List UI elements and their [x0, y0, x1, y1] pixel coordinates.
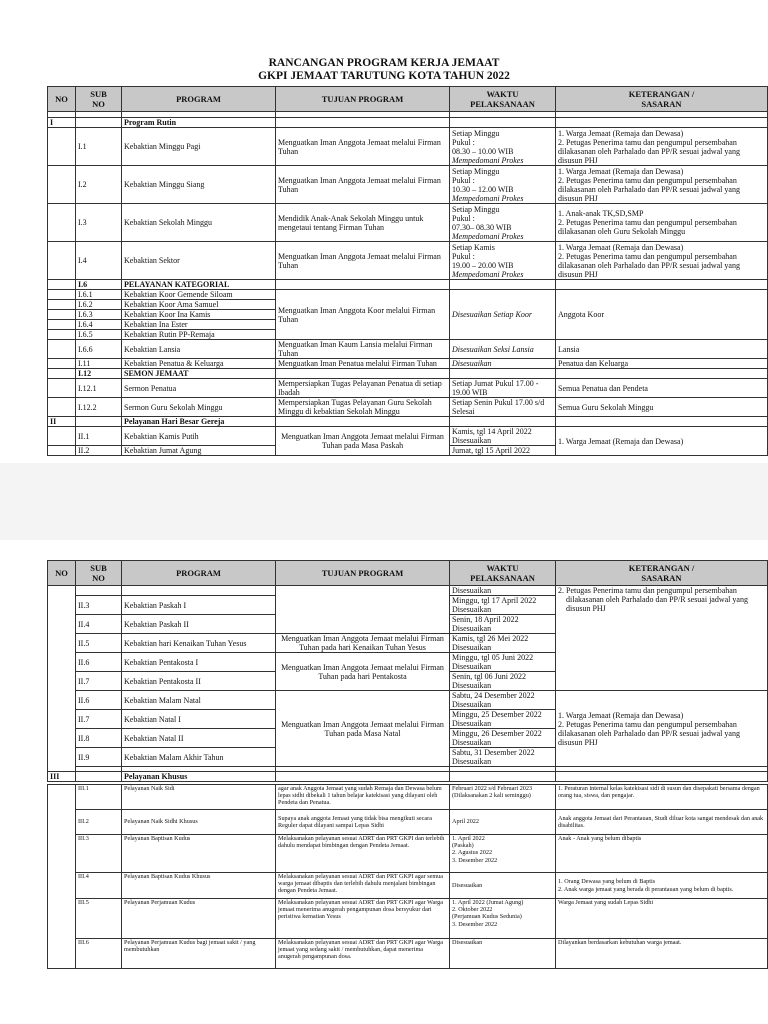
tujuan-text: Menguatkan Iman Anggota Jemaat melalui Firman Tuhan pada Masa Paskah	[276, 427, 450, 456]
tujuan-text: Menguatkan Iman Anggota Jemaat melalui Firman Tuhan pada hari Pentakosta	[276, 653, 450, 691]
waktu-text: 1. April 2022 (Jumat Agung) 2. Oktober 2022 (Perjamuan Kudus Sedunia) 3. Desember 2022	[450, 899, 556, 939]
program-name: Sermon Guru Sekolah Minggu	[122, 398, 276, 417]
header-no: NO	[48, 87, 76, 112]
program-name: Kebaktian Natal I	[122, 710, 276, 729]
header-tujuan: TUJUAN PROGRAM	[276, 87, 450, 112]
tujuan-text: Mempersiapkan Tugas Pelayanan Guru Sekolah Minggu di kebaktian Sekolah Minggu	[276, 398, 450, 417]
tujuan-text: Melaksanakan pelayanan sesuai ADRT dan PRT GKPI agar Warga jemaat menerima anugerah pengampunan dosa bersyukur dari peristiwa kematian Yesus	[276, 899, 450, 939]
waktu-text: Disesuaikan Seksi Lansia	[450, 340, 556, 359]
sub-no: I.6.5	[76, 330, 122, 340]
waktu-text: Kamis, tgl 14 April 2022 Disesuaikan	[450, 427, 556, 446]
section-no: III	[48, 772, 76, 782]
program-name: Kebaktian Malam Akhir Tahun	[122, 748, 276, 767]
tujuan-text: Melaksanakan pelayanan sesuai ADRT dan PRT GKPI dan terlebih dahulu mendapat bimbingan dengan Pendeta Jemaat.	[276, 835, 450, 873]
sub-no: I.2	[76, 166, 122, 204]
section-no: II	[48, 417, 76, 427]
table-row	[48, 166, 768, 204]
sub-no: I.6.2	[76, 300, 122, 310]
program-name: Pelayanan Perjamuan Kudus bagi jemaat sakit / yang membutuhkan	[122, 939, 276, 969]
tujuan-text: Supaya anak anggota Jemaat yang tidak bisa mengikuti secara Reguler dapat dilayani sampai Lepas Sidhi	[276, 810, 450, 835]
sub-no: I.12	[76, 369, 122, 379]
keterangan-text: 1. Orang Dewasa yang belum di Baptis 2. Anak warga jemaat yang berada di perantauan yang belum di baptis.	[556, 873, 768, 899]
sub-no: III.2	[76, 810, 122, 835]
title-line-1: RANCANGAN PROGRAM KERJA JEMAAT	[268, 57, 500, 69]
sub-no: I.6.6	[76, 340, 122, 359]
sub-no: II.4	[76, 615, 122, 634]
program-name: Kebaktian hari Kenaikan Tuhan Yesus	[122, 634, 276, 653]
waktu-text: Minggu, tgl 17 April 2022 Disesuaikan	[450, 596, 556, 615]
keterangan-text: 1. Warga Jemaat (Remaja dan Dewasa) 2. Petugas Penerima tamu dan pengumpul persembahan dilakasanan oleh Parhalado dan PP/R sesuai jadwal yang disusun PHJ	[556, 166, 768, 204]
waktu-text: Disesuaikan	[450, 359, 556, 369]
waktu-text: Minggu, 26 Desember 2022 Disesuaikan	[450, 729, 556, 748]
document-page-2	[0, 540, 768, 1024]
keterangan-text: 1. Warga Jemaat (Remaja dan Dewasa) 2. Petugas Penerima tamu dan pengumpul persembahan dilakasanan oleh Parhalado dan PP/R sesuai jadwal yang disusun PHJ	[556, 242, 768, 280]
waktu-text: Kamis, tgl 26 Mei 2022 Disesuaikan	[450, 634, 556, 653]
keterangan-text: Warga Jemaat yang sudah Lepas Sidhi	[556, 899, 768, 939]
keterangan-text: 1. Anak-anak TK,SD,SMP 2. Petugas Penerima tamu dan pengumpul persembahan dilakasanan oleh Guru Sekolah Minggu	[556, 204, 768, 242]
keterangan-text: Semua Penatua dan Pendeta	[556, 379, 768, 398]
table-row	[48, 810, 768, 835]
header-program: PROGRAM	[122, 87, 276, 112]
program-name: Pelayanan Naik Sidi	[122, 785, 276, 810]
table-row	[48, 359, 768, 369]
program-name: Kebaktian Lansia	[122, 340, 276, 359]
subsection-label: SEMON JEMAAT	[122, 369, 276, 379]
waktu-cell: Setiap Minggu Pukul : 10.30 – 12.00 WIB Mempedomani Prokes	[450, 166, 556, 204]
keterangan-text: 1. Peraturan internal kelas katekisasi sidi di susun dan disepakati bersama dengan orang tua, siswa, dan pengajar.	[556, 785, 768, 810]
header-keterangan: KETERANGAN / SASARAN	[556, 561, 768, 586]
program-name: Kebaktian Minggu Siang	[122, 166, 276, 204]
subsection-row	[48, 280, 768, 290]
keterangan-text: Lansia	[556, 340, 768, 359]
table-row	[48, 691, 768, 710]
sub-no: I.4	[76, 242, 122, 280]
sub-no: I.6	[76, 280, 122, 290]
table-row	[48, 873, 768, 899]
sub-no: I.3	[76, 204, 122, 242]
sub-no: III.1	[76, 785, 122, 810]
sub-no: II.3	[76, 596, 122, 615]
header-sub-no: SUB NO	[76, 561, 122, 586]
section-row	[48, 118, 768, 128]
keterangan-text: Anak - Anak yang belum dibaptis	[556, 835, 768, 873]
waktu-text: Minggu, tgl 05 Juni 2022 Disesuaikan	[450, 653, 556, 672]
table-header-row	[48, 87, 768, 112]
sub-no: II.7	[76, 710, 122, 729]
sub-no: III.5	[76, 899, 122, 939]
waktu-text: Senin, tgl 06 Juni 2022 Disesuaikan	[450, 672, 556, 691]
header-no: NO	[48, 561, 76, 586]
tujuan-text: Menguatkan Iman Kaum Lansia melalui Firman Tuhan	[276, 340, 450, 359]
tujuan-text: Melaksanakan pelayanan sesuai ADRT dan PRT GKPI agar semua warga jemaat dibaptis dan terlebih dahulu menjalani bimbingan dengan Pendeta Jemaat.	[276, 873, 450, 899]
section-label: Program Rutin	[122, 118, 276, 128]
table-row	[48, 290, 768, 300]
table-row	[48, 939, 768, 969]
program-name: Sermon Penatua	[122, 379, 276, 398]
table-row	[48, 427, 768, 446]
section-row	[48, 417, 768, 427]
waktu-text: Jumat, tgl 15 April 2022	[450, 446, 556, 456]
tujuan-text: Menguatkan Iman Penatua melalui Firman Tuhan	[276, 359, 450, 369]
waktu-cell: Setiap Minggu Pukul : 08.30 – 10.00 WIB Mempedomani Prokes	[450, 128, 556, 166]
table-row	[48, 586, 768, 596]
sub-no: I.1	[76, 128, 122, 166]
program-name: Kebaktian Sekolah Minggu	[122, 204, 276, 242]
sub-no: III.6	[76, 939, 122, 969]
section-no: I	[48, 118, 76, 128]
sub-no: III.3	[76, 835, 122, 873]
waktu-text: Setiap Jumat Pukul 17.00 - 19.00 WIB	[450, 379, 556, 398]
sub-no: I.6.1	[76, 290, 122, 300]
header-waktu: WAKTU PELAKSANAAN	[450, 561, 556, 586]
program-table-page-2	[47, 560, 768, 782]
waktu-text: Senin, 18 April 2022 Disesuaikan	[450, 615, 556, 634]
program-name: Kebaktian Kamis Putih	[122, 427, 276, 446]
program-name: Kebaktian Malam Natal	[122, 691, 276, 710]
sub-no: I.6.4	[76, 320, 122, 330]
program-name: Kebaktian Rutin PP-Remaja	[122, 330, 276, 340]
title-line-2: GKPI JEMAAT TARUTUNG KOTA TAHUN 2022	[258, 70, 510, 82]
table-row	[48, 398, 768, 417]
program-name: Kebaktian Paskah II	[122, 615, 276, 634]
sub-no: II.9	[76, 748, 122, 767]
section-label: Pelayanan Khusus	[122, 772, 276, 782]
tujuan-text: Menguatkan Iman Anggota Jemaat melalui Firman Tuhan pada hari Kenaikan Tuhan Yesus	[276, 634, 450, 653]
subsection-label: PELAYANAN KATEGORIAL	[122, 280, 276, 290]
program-name: Kebaktian Natal II	[122, 729, 276, 748]
sub-no: II.5	[76, 634, 122, 653]
waktu-cell: Setiap Kamis Pukul : 19.00 – 20.00 WIB Mempedomani Prokes	[450, 242, 556, 280]
table-row	[48, 785, 768, 810]
waktu-text: Minggu, 25 Desember 2022 Disesuaikan	[450, 710, 556, 729]
header-waktu: WAKTU PELAKSANAAN	[450, 87, 556, 112]
header-program: PROGRAM	[122, 561, 276, 586]
table-header-row	[48, 561, 768, 586]
keterangan-text: 1. Warga Jemaat (Remaja dan Dewasa) 2. Petugas Penerima tamu dan pengumpul persembahan dilakasanan oleh Parhalado dan PP/R sesuai jadwal yang disusun PHJ	[556, 691, 768, 767]
keterangan-text: 1. Warga Jemaat (Remaja dan Dewasa) 2. Petugas Penerima tamu dan pengumpul persembahan dilakasanan oleh Parhalado dan PP/R sesuai jadwal yang disusun PHJ	[556, 128, 768, 166]
program-name: Pelayanan Baptisan Kudus Khusus	[122, 873, 276, 899]
keterangan-text: 2. Petugas Penerima tamu dan pengumpul persembahan dilakasanan oleh Parhalado dan PP/R sesuai jadwal yang disusun PHJ	[556, 586, 768, 691]
table-row	[48, 835, 768, 873]
tujuan-text: Menguatkan Iman Anggota Koor melalui Firman Tuhan	[276, 290, 450, 340]
tujuan-text: Menguatkan Iman Anggota Jemaat melalui Firman Tuhan pada Masa Natal	[276, 691, 450, 767]
program-table-page-1	[47, 86, 768, 456]
sub-no: II.6	[76, 653, 122, 672]
tujuan-text: Menguatkan Iman Anggota Jemaat melalui Firman Tuhan	[276, 242, 450, 280]
sub-no: II.2	[76, 446, 122, 456]
program-name: Pelayanan Perjamuan Kudus	[122, 899, 276, 939]
sub-no: II.6	[76, 691, 122, 710]
keterangan-text: Penatua dan Keluarga	[556, 359, 768, 369]
tujuan-text: Menguatkan Iman Anggota Jemaat melalui Firman Tuhan	[276, 128, 450, 166]
sub-no: II.7	[76, 672, 122, 691]
tujuan-text: Mempersiapkan Tugas Pelayanan Penatua di setiap Ibadah	[276, 379, 450, 398]
program-name: Kebaktian Paskah I	[122, 596, 276, 615]
table-row	[48, 379, 768, 398]
sub-no: I.12.1	[76, 379, 122, 398]
table-row	[48, 242, 768, 280]
waktu-text: Sabtu, 24 Desember 2022 Disesuaikan	[450, 691, 556, 710]
waktu-text: Disesuaikan	[450, 939, 556, 969]
tujuan-text: agar anak Anggota Jemaat yang sudah Remaja dan Dewasa belum lepas sidhi dibekali 1 tahun belajar katekisasi yang dilayani oleh Pendeta dan Penatua.	[276, 785, 450, 810]
program-name: Pelayanan Naik Sidhi Khusus	[122, 810, 276, 835]
waktu-text: 1. April 2022 (Paskah) 2. Agustus 2022 3. Desember 2022	[450, 835, 556, 873]
table-row	[48, 128, 768, 166]
program-name: Kebaktian Jumat Agung	[122, 446, 276, 456]
document-title	[0, 57, 768, 83]
program-table-page-2-khusus	[47, 784, 768, 969]
section-label: Pelayanan Hari Besar Gereja	[122, 417, 276, 427]
program-name: Kebaktian Koor Gemende Siloam	[122, 290, 276, 300]
waktu-text: Disesuaikan Setiap Koor	[450, 290, 556, 340]
sub-no: I.6.3	[76, 310, 122, 320]
keterangan-text: Dilayankan berdasarkan kebutuhan warga jemaat.	[556, 939, 768, 969]
sub-no: III.4	[76, 873, 122, 899]
program-name: Pelayanan Baptisan Kudus	[122, 835, 276, 873]
waktu-text: Disesuaikan	[450, 873, 556, 899]
waktu-text: Disesuaikan	[450, 586, 556, 596]
header-tujuan: TUJUAN PROGRAM	[276, 561, 450, 586]
subsection-row	[48, 369, 768, 379]
table-row	[48, 340, 768, 359]
table-row	[48, 899, 768, 939]
program-name: Kebaktian Koor Ama Samuel	[122, 300, 276, 310]
waktu-cell: Setiap Minggu Pukul : 07.30– 08.30 WIB Mempedomani Prokes	[450, 204, 556, 242]
tujuan-text: Menguatkan Iman Anggota Jemaat melalui Firman Tuhan	[276, 166, 450, 204]
waktu-text: April 2022	[450, 810, 556, 835]
header-sub-no: SUB NO	[76, 87, 122, 112]
program-name: Kebaktian Koor Ina Kamis	[122, 310, 276, 320]
program-name: Kebaktian Sektor	[122, 242, 276, 280]
table-row	[48, 204, 768, 242]
tujuan-text: Mendidik Anak-Anak Sekolah Minggu untuk mengetaui tentang Firman Tuhan	[276, 204, 450, 242]
waktu-text: Februari 2022 s/d Februari 2023 (Dilaksanakan 2 kali seminggu)	[450, 785, 556, 810]
header-keterangan: KETERANGAN / SASARAN	[556, 87, 768, 112]
sub-no: I.12.2	[76, 398, 122, 417]
program-name: Kebaktian Penatua & Keluarga	[122, 359, 276, 369]
document-page-1	[0, 0, 768, 463]
program-name: Kebaktian Ina Ester	[122, 320, 276, 330]
keterangan-text: Anggota Koor	[556, 290, 768, 340]
keterangan-text: 1. Warga Jemaat (Remaja dan Dewasa)	[556, 427, 768, 456]
keterangan-text: Semua Guru Sekolah Minggu	[556, 398, 768, 417]
program-name: Kebaktian Pentakosta I	[122, 653, 276, 672]
program-name: Kebaktian Minggu Pagi	[122, 128, 276, 166]
program-name: Kebaktian Pentakosta II	[122, 672, 276, 691]
sub-no: I.11	[76, 359, 122, 369]
section-row	[48, 772, 768, 782]
sub-no: II.1	[76, 427, 122, 446]
waktu-text: Setiap Senin Pukul 17.00 s/d Selesai	[450, 398, 556, 417]
keterangan-text: Anak anggota Jemaat dari Perantauan, Studi diluar kota sangat mendesak dan anak disabilitas.	[556, 810, 768, 835]
tujuan-text: Melaksanakan pelayanan sesuai ADRT dan PRT GKPI agar Warga jemaat yang sedang sakit / membutuhkan, dapat menerima anugerah pengampunan dosa.	[276, 939, 450, 969]
waktu-text: Sabtu, 31 Desember 2022 Disesuaikan	[450, 748, 556, 767]
sub-no: II.8	[76, 729, 122, 748]
